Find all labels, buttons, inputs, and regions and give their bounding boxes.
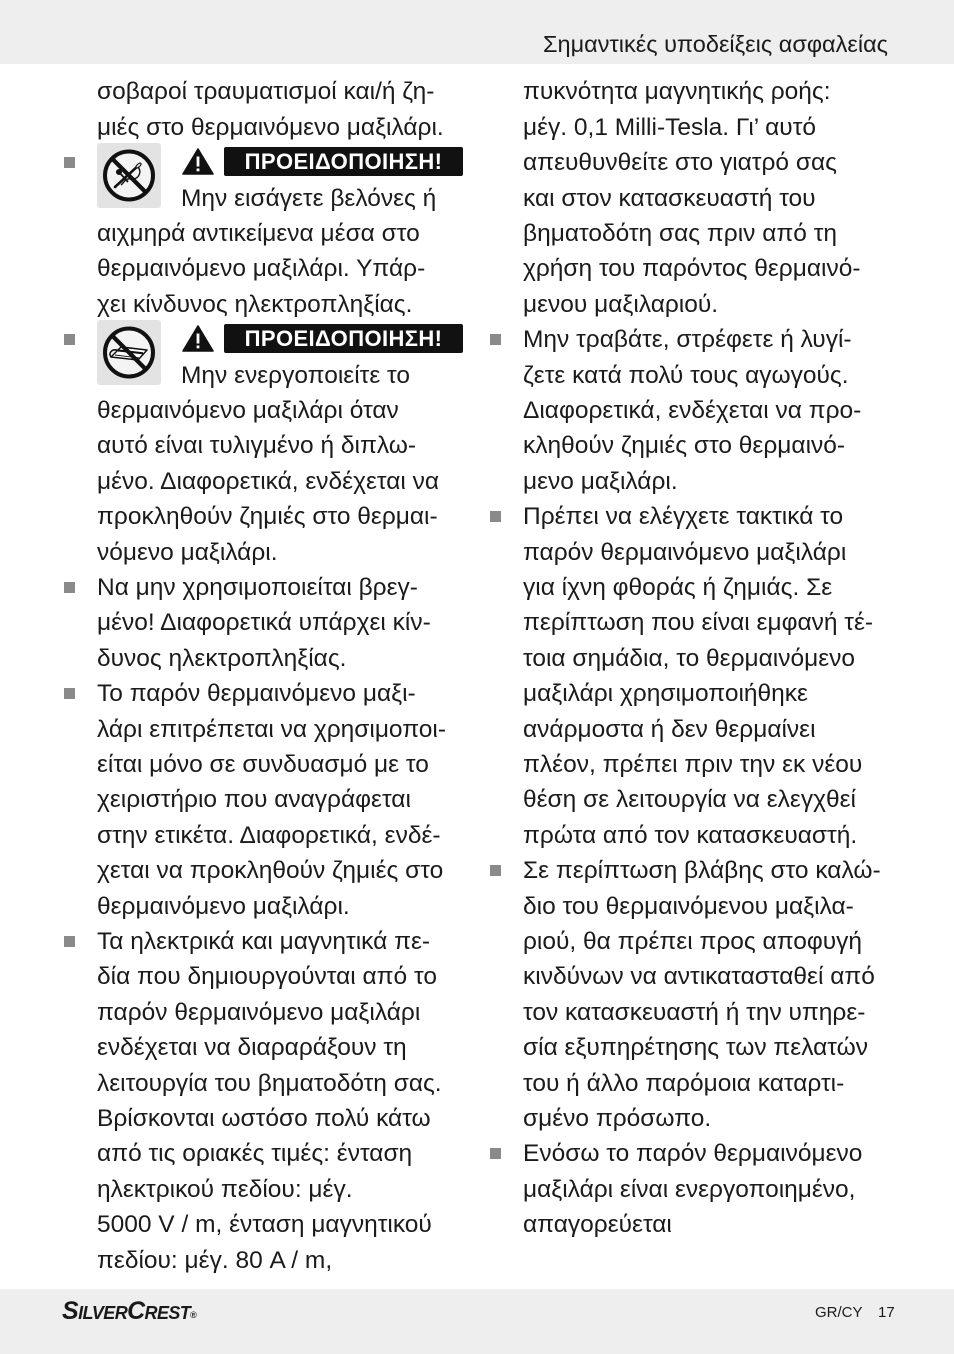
- bullet-line: [97, 676, 467, 711]
- brand-logo: [62, 1296, 196, 1326]
- text-line: χειριστήριο που αναγράφεται: [97, 786, 411, 814]
- text-line: ζετε κατά πολύ τους αγωγούς.: [523, 361, 849, 389]
- bullet-line: [97, 924, 467, 959]
- text-line: Τα ηλεκτρικά και μαγνητικά πε-: [97, 928, 431, 956]
- text-line: Πρέπει να ελέγχετε τακτικά το: [523, 503, 844, 531]
- text-line: τον κατασκευαστή ή την υπηρε-: [523, 998, 866, 1026]
- text-line: μιές στο θερμαινόμενο μαξιλάρι.: [97, 113, 444, 141]
- warning-triangle-icon: [181, 324, 215, 353]
- text-line: μέγ. 0,1 Milli-Tesla. Γι’ αυτό: [523, 113, 817, 141]
- bullet-item: [523, 853, 893, 1136]
- text-line: απαγορεύεται: [523, 1211, 672, 1239]
- text-line: σία εξυπηρέτησης των πελατών: [523, 1034, 868, 1062]
- text-line: Σε περίπτωση βλάβης στο καλώ-: [523, 857, 881, 885]
- text-line: Διαφορετικά, ενδέχεται να προ-: [523, 396, 862, 424]
- text-line: πυκνότητα μαγνητικής ροής:: [523, 78, 831, 106]
- text-line: είται μόνο σε συνδυασμό με το: [97, 751, 429, 779]
- bullet-marker: [64, 582, 75, 593]
- text-line: δυνος ηλεκτροπληξίας.: [97, 644, 347, 672]
- bullet-line: [523, 1136, 893, 1171]
- text-line: θέση σε λειτουργία να ελεγχθεί: [523, 786, 856, 814]
- continued-paragraph: [523, 74, 893, 322]
- text-line: προκληθούν ζημιές στο θερμαι-: [97, 503, 438, 531]
- section-title: Σημαντικές υποδείξεις ασφαλείας: [543, 31, 888, 57]
- warning-header-row: [97, 145, 467, 180]
- text-line: από τις οριακές τιμές: ένταση: [97, 1140, 413, 1168]
- bullet-marker: [64, 688, 75, 699]
- text-line: παρόν θερμαινόμενο μαξιλάρι: [523, 538, 847, 566]
- text-line: κινδύνων να αντικατασταθεί από: [523, 963, 875, 991]
- text-line: ενδέχεται να διαραράξουν τη: [97, 1034, 407, 1062]
- text-line: πλέον, πρέπει πριν την εκ νέου: [523, 751, 863, 779]
- text-line: μαξιλάρι χρησιμοποιήθηκε: [523, 680, 808, 708]
- text-line: Μην εισάγετε βελόνες ή: [181, 184, 437, 212]
- text-line: δία που δημιουργούνται από το: [97, 963, 437, 991]
- warning-label: [181, 324, 463, 353]
- bullet-marker: [64, 157, 75, 168]
- text-line: απευθυνθείτε στο γιατρό σας: [523, 149, 837, 177]
- text-line: αιχμηρά αντικείμενα μέσα στο: [97, 219, 420, 247]
- bullet-marker: [490, 865, 501, 876]
- bullet-line: [523, 853, 893, 888]
- bullet-marker: [490, 1148, 501, 1159]
- warning-label: [181, 147, 463, 176]
- text-line: λάρι επιτρέπεται να χρησιμοποι-: [97, 715, 446, 743]
- text-line: νόμενο μαξιλάρι.: [97, 538, 278, 566]
- text-line: Ενόσω το παρόν θερμαινόμενο: [523, 1140, 863, 1168]
- bullet-item: [97, 676, 467, 924]
- text-line: του ή άλλο παρόμοια καταρτι-: [523, 1069, 845, 1097]
- text-line: Μην τραβάτε, στρέφετε ή λυγί-: [523, 326, 852, 354]
- bullet-marker: [490, 511, 501, 522]
- warning-item-needles: [97, 145, 467, 322]
- text-line: και στον κατασκευαστή του: [523, 184, 816, 212]
- right-column: [523, 74, 893, 1242]
- text-line: Βρίσκονται ωστόσο πολύ κάτω: [97, 1105, 431, 1133]
- text-line: βηματοδότη σας πριν από τη: [523, 219, 838, 247]
- bullet-item: [97, 570, 467, 676]
- left-column: [97, 74, 467, 1278]
- text-line: χεται να προκληθούν ζημιές στο: [97, 857, 444, 885]
- text-line: θερμαινόμενο μαξιλάρι. Υπάρ-: [97, 255, 426, 283]
- text-line: μένο! Διαφορετικά υπάρχει κίν-: [97, 609, 431, 637]
- text-line: τοια σημάδια, το θερμαινόμενο: [523, 644, 856, 672]
- warning-label-text: ΠΡΟΕΙΔΟΠΟΙΗΣΗ!: [224, 147, 463, 176]
- text-line: θερμαινόμενο μαξιλάρι.: [97, 892, 350, 920]
- text-line: μένο. Διαφορετικά, ενδέχεται να: [97, 467, 440, 495]
- text-line: χει κίνδυνος ηλεκτροπληξίας.: [97, 290, 413, 318]
- text-line: χρήση του παρόντος θερμαινό-: [523, 255, 861, 283]
- text-line: 5000 V / m, ένταση μαγνητικού: [97, 1211, 432, 1239]
- bullet-item: [523, 499, 893, 853]
- bullet-line: [523, 499, 893, 534]
- bullet-item: [523, 1136, 893, 1242]
- text-line: αυτό είναι τυλιγμένο ή διπλω-: [97, 432, 417, 460]
- text-line: κληθούν ζημιές στο θερμαινό-: [523, 432, 846, 460]
- text-line: μενο μαξιλάρι.: [523, 467, 678, 495]
- text-line: Το παρόν θερμαινόμενο μαξι-: [97, 680, 416, 708]
- text-line: περίπτωση που είναι εμφανή τέ-: [523, 609, 874, 637]
- text-line: μαξιλάρι είναι ενεργοποιημένο,: [523, 1175, 856, 1203]
- bullet-line: [523, 322, 893, 357]
- warning-label-text: ΠΡΟΕΙΔΟΠΟΙΗΣΗ!: [224, 324, 463, 353]
- bullet-marker: [490, 334, 501, 345]
- text-line: παρόν θερμαινόμενο μαξιλάρι: [97, 998, 421, 1026]
- bullet-marker: [64, 334, 75, 345]
- registered-mark: ®: [190, 1310, 197, 1320]
- text-line: ηλεκτρικού πεδίου: μέγ.: [97, 1175, 353, 1203]
- text-line: ανάρμοστα ή δεν θερμαίνει: [523, 715, 816, 743]
- bullet-line: [97, 570, 467, 605]
- warning-item-folded: [97, 322, 467, 570]
- text-line: μενου μαξιλαριού.: [523, 290, 719, 318]
- text-line: λειτουργία του βηματοδότη σας.: [97, 1069, 442, 1097]
- warning-header-row: [97, 322, 467, 357]
- bullet-item: [523, 322, 893, 499]
- bullet-item: [97, 924, 467, 1278]
- text-line: στην ετικέτα. Διαφορετικά, ενδέ-: [97, 821, 441, 849]
- text-line: διο του θερμαινόμενου μαξιλα-: [523, 892, 854, 920]
- text-line: Να μην χρησιμοποιείται βρεγ-: [97, 573, 418, 601]
- text-line: Μην ενεργοποιείτε το: [181, 361, 411, 389]
- text-line: πεδίου: μέγ. 80 A / m,: [97, 1246, 333, 1274]
- text-line: θερμαινόμενο μαξιλάρι όταν: [97, 396, 399, 424]
- locale-code: GR/CY: [815, 1304, 863, 1321]
- text-line: σοβαροί τραυματισμοί και/ή ζη-: [97, 78, 435, 106]
- page-number: 17: [878, 1304, 895, 1321]
- bullet-marker: [64, 936, 75, 947]
- brand-name: SilverCrest: [62, 1297, 191, 1325]
- text-line: πρώτα από τον κατασκευαστή.: [523, 821, 858, 849]
- text-line: για ίχνη φθοράς ή ζημιάς. Σε: [523, 573, 833, 601]
- warning-triangle-icon: [181, 147, 215, 176]
- text-line: ριού, θα πρέπει προς αποφυγή: [523, 928, 863, 956]
- continued-paragraph: [97, 74, 467, 145]
- text-line: σμένο πρόσωπο.: [523, 1105, 712, 1133]
